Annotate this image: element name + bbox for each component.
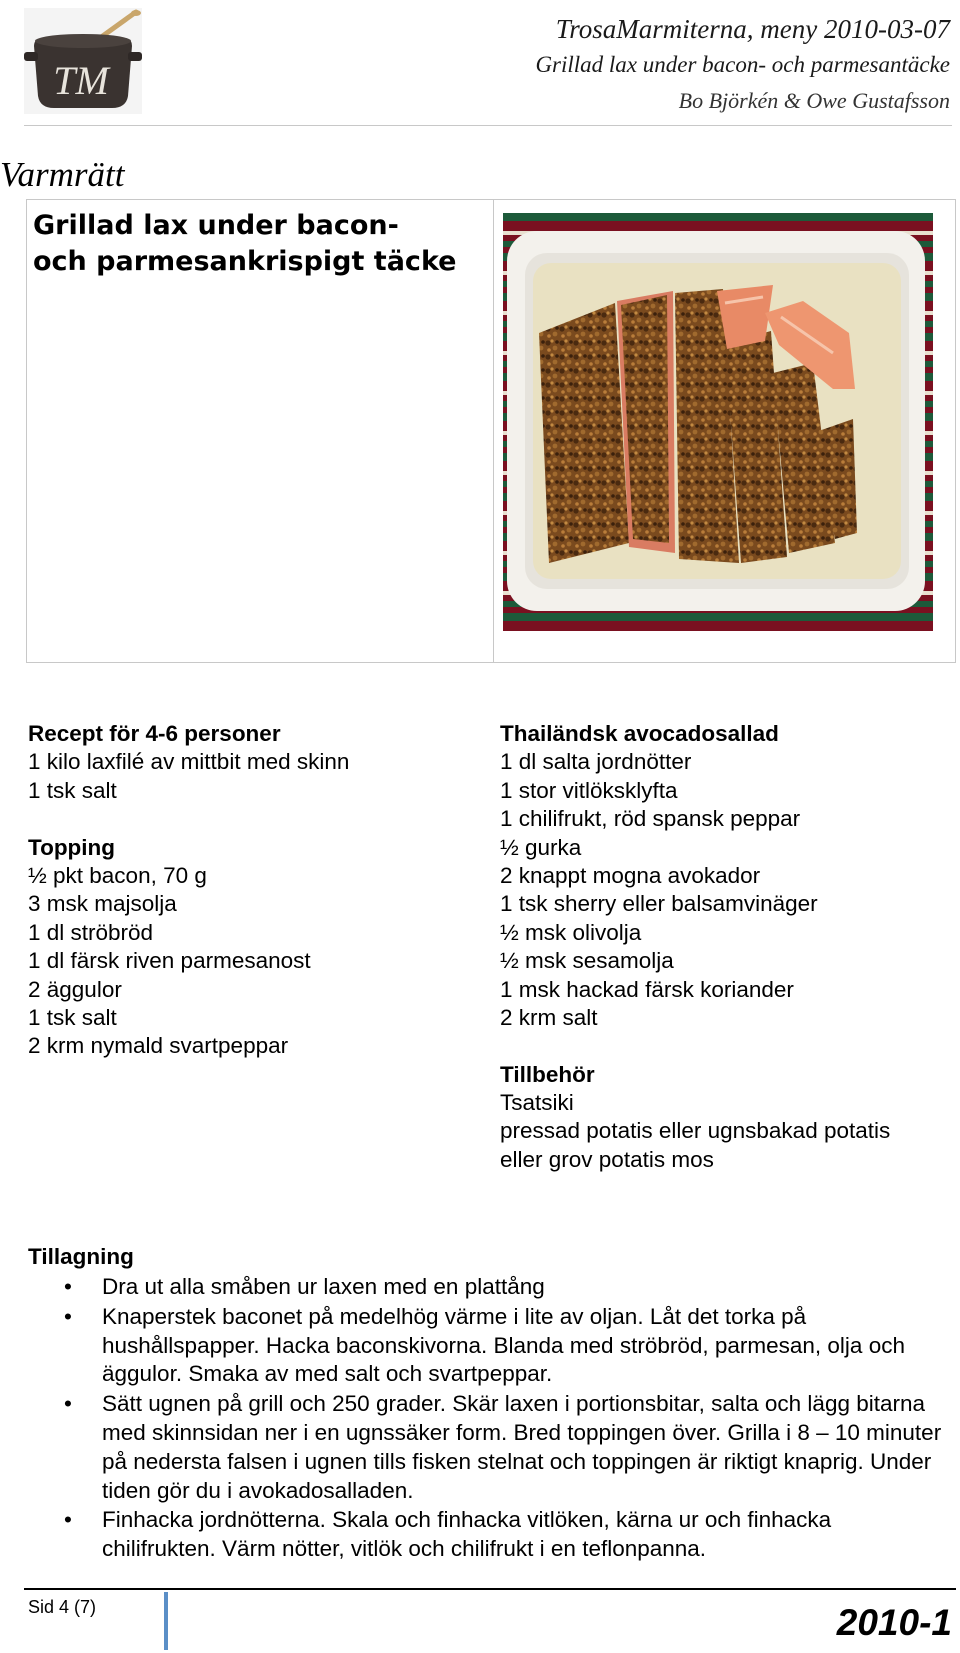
- recipe-title-line: Grillad lax under bacon-: [33, 210, 399, 241]
- logo-text: TM: [53, 58, 109, 103]
- method-step: [28, 1303, 948, 1389]
- method-step: [28, 1506, 948, 1564]
- list-item: 2 äggulor: [28, 976, 122, 1002]
- list-item: 1 stor vitlöksklyfta: [500, 777, 678, 803]
- list-item: 1 tsk salt: [28, 1004, 117, 1030]
- list-item: 2 krm salt: [500, 1004, 598, 1030]
- salmon-dish-photo: [503, 213, 933, 631]
- list-item: Tsatsiki: [500, 1090, 574, 1116]
- list-item: 1 tsk salt: [28, 777, 117, 803]
- table-column-divider: [493, 199, 494, 663]
- method-steps: [28, 1273, 948, 1565]
- ingredients-right-column: [500, 720, 890, 1174]
- list-item: 1 chilifrukt, röd spansk peppar: [500, 806, 801, 832]
- method-step: [28, 1390, 948, 1505]
- bullet: •: [64, 1303, 72, 1329]
- side-dishes-heading: Tillbehör: [500, 1061, 595, 1087]
- spacer: [28, 805, 349, 833]
- list-item: 2 krm nymald svartpeppar: [28, 1033, 289, 1059]
- page-number: Sid 4 (7): [28, 1597, 97, 1617]
- method-step: [28, 1273, 948, 1302]
- recipe-title: [33, 208, 456, 280]
- list-item: 1 dl salta jordnötter: [500, 749, 692, 775]
- list-item: eller grov potatis mos: [500, 1146, 714, 1172]
- list-item: 1 tsk sherry eller balsamvinäger: [500, 891, 818, 917]
- list-item: ½ msk sesamolja: [500, 948, 674, 974]
- header-divider: [24, 125, 952, 126]
- section-title: Varmrätt: [0, 155, 125, 194]
- list-item: pressad potatis eller ugnsbakad potatis: [500, 1118, 891, 1144]
- list-item: 1 dl ströbröd: [28, 919, 154, 945]
- list-item: ½ pkt bacon, 70 g: [28, 862, 207, 888]
- footer-accent-bar: [164, 1592, 168, 1650]
- recipe-heading: Recept för 4-6 personer: [28, 721, 281, 746]
- header-dish: Grillad lax under bacon- och parmesantäcke: [535, 52, 950, 77]
- topping-heading: Topping: [28, 834, 116, 860]
- bullet: •: [64, 1274, 72, 1299]
- list-item: ½ msk olivolja: [500, 919, 642, 945]
- spacer: [500, 1032, 890, 1060]
- list-item: 1 kilo laxfilé av mittbit med skinn: [28, 749, 350, 775]
- method-heading: Tillagning: [28, 1244, 134, 1269]
- method-step-text: Dra ut alla småben ur laxen med en plattång: [102, 1274, 545, 1299]
- header-authors: Bo Björkén & Owe Gustafsson: [678, 88, 950, 113]
- list-item: 1 msk hackad färsk koriander: [500, 976, 794, 1002]
- list-item: 3 msk majsolja: [28, 891, 177, 917]
- ingredients-left-column: [28, 720, 349, 1061]
- footer-divider: [24, 1588, 956, 1590]
- footer-date: 2010-1: [836, 1602, 952, 1643]
- bullet: •: [64, 1391, 72, 1417]
- list-item: ½ gurka: [500, 834, 582, 860]
- method-step-text: Knaperstek baconet på medelhög värme i lite av oljan. Låt det torka på hushållspapper. Hacka baconskivorna. Blanda med ströbröd, parmesan, olja och äggulor. Smaka av med salt och svartpeppar.: [102, 1303, 905, 1387]
- method-step-text: Sätt ugnen på grill och 250 grader. Skär laxen i portionsbitar, salta och lägg bitarna med skinnsidan ner i en ugnssäker form. Bred toppingen över. Grilla i 8 – 10 minuter på nedersta falsen i ugnen tills fisken stelnat och toppingen är riktigt knaprig. Under tiden gör du i avokadosalladen.: [102, 1391, 942, 1503]
- list-item: 1 dl färsk riven parmesanost: [28, 948, 311, 974]
- list-item: 2 knappt mogna avokador: [500, 862, 761, 888]
- recipe-title-line: och parmesankrispigt täcke: [33, 246, 457, 277]
- method-step-text: Finhacka jordnötterna. Skala och finhacka vitlöken, kärna ur och finhacka chilifrukten. Värm nötter, vitlök och chilifrukt i en teflonpanna.: [102, 1507, 832, 1562]
- header-menu-date: TrosaMarmiterna, meny 2010-03-07: [555, 14, 950, 44]
- salad-heading: Thailändsk avocadosallad: [500, 721, 779, 746]
- tm-pot-logo: [24, 8, 142, 114]
- bullet: •: [64, 1507, 72, 1533]
